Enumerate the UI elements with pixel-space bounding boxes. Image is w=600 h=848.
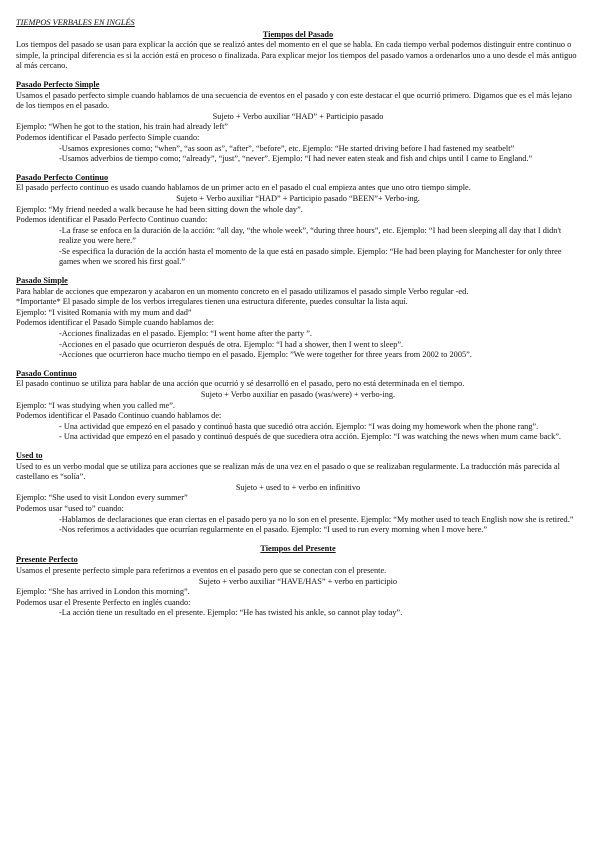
present-perfect-desc: Usamos el presente perfecto simple para referirnos a eventos en el pasado pero que se conectan con el presente. (16, 565, 387, 575)
past-simple-example: Ejemplo: “I visited Romania with my mum and dad” (16, 307, 192, 317)
past-continuous-identify: Podemos identificar el Pasado Continuo cuando hablamos de: (16, 411, 222, 421)
past-perfect-continuous-example: Ejemplo: “My friend needed a walk because he had been sitting down the whole day”. (16, 204, 303, 214)
past-continuous-desc: El pasado continuo se utiliza para hablar de una acción que ocurrió y sé desarrolló en el pasado, pero no está determinada en el tiempo. (16, 379, 465, 389)
past-simple-note: *Importante* El pasado simple de los verbos irregulares tienen una estructura diferente, puedes consultar la lista aquí. (16, 297, 408, 307)
list-item: -Acciones en el pasado que ocurrieron después de otra. Ejemplo: “I had a shower, then I went to sleep”. (59, 339, 404, 349)
document-title: TIEMPOS VERBALES EN INGLÉS (16, 18, 135, 27)
section-gap (16, 536, 580, 544)
past-perfect-continuous-identify: Podemos identificar el Pasado Perfecto Continuo cuando: (16, 215, 208, 225)
present-tenses-title: Tiempos del Presente (260, 543, 336, 553)
present-perfect-example: Ejemplo: “She has arrived in London this morning”. (16, 587, 190, 597)
list-item: -Hablamos de declaraciones que eran ciertas en el pasado pero ya no lo son en el presente. Ejemplo: “My mother used to teach English now she is retired.” (59, 514, 574, 524)
past-simple-identify: Podemos identificar el Pasado Simple cuando hablamos de: (16, 318, 214, 328)
past-continuous-example: Ejemplo: “I was studying when you called me”. (16, 400, 175, 410)
past-perfect-continuous-formula: Sujeto + Verbo auxiliar “HAD” + Participio pasado “BEEN”+ Verbo-ing. (176, 193, 420, 203)
used-to-heading: Used to (16, 450, 43, 460)
past-perfect-continuous-heading: Pasado Perfecto Continuo (16, 172, 109, 182)
present-perfect-formula: Sujeto + verbo auxiliar “HAVE/HAS” + verbo en participio (198, 576, 398, 586)
past-continuous-heading: Pasado Continuo (16, 368, 77, 378)
present-perfect-heading: Presente Perfecto (16, 555, 78, 565)
past-continuous-formula: Sujeto + Verbo auxiliar en pasado (was/were) + verbo-ing. (200, 390, 396, 399)
list-item: -Usamos expresiones como; “when”, “as soon as”, “after”, “before”, etc. Ejemplo: “He started driving before I had fastened my seatbelt” (59, 143, 515, 153)
past-perfect-simple-example: Ejemplo: “When he got to the station, his train had already left” (16, 122, 228, 132)
used-to-desc: Used to es un verbo modal que se utiliza para acciones que se realizan más de una vez en el pasado o que se realizaban regularmente. La traducción más parecida al castellano es “solía”. (16, 461, 560, 482)
list-item: -Se especifica la duración de la acción hasta el momento de la que está en pasado simple. Ejemplo: “He had been playing for Manchester for only three games when we scored his first goal.” (59, 246, 562, 267)
past-intro: Los tiempos del pasado se usan para explicar la acción que se realizó antes del momento en el que se habla. En cada tiempo verbal podemos distinguir entre continuo o simple, la principal diferencia es si la acción está en proceso o finalizada. Para explicar mejor los tiempos del pasado vamos a ordenarlos uno a uno desde el más antiguo al más cercano. (16, 40, 577, 71)
list-item: -Acciones finalizadas en el pasado. Ejemplo: “I went home after the party ”. (59, 329, 312, 339)
list-item: -Acciones que ocurrieron hace mucho tiempo en el pasado. Ejemplo: ”We were together for three years from 2002 to 2005”. (59, 350, 472, 360)
list-item: -Nos referimos a actividades que ocurrían regularmente en el pasado. Ejemplo: “I used to run every morning when I move here.” (59, 525, 488, 535)
used-to-formula: Sujeto + used to + verbo en infinitivo (235, 482, 361, 492)
past-perfect-simple-identify: Podemos identificar el Pasado perfecto Simple cuando: (16, 132, 200, 142)
past-simple-desc: Para hablar de acciones que empezaron y acabaron en un momento concreto en el pasado utilizamos el pasado simple Verbo regular -ed. (16, 286, 469, 296)
list-item: -La acción tiene un resultado en el presente. Ejemplo: “He has twisted his ankle, so cannot play today”. (59, 608, 403, 618)
used-to-example: Ejemplo: “She used to visit London every summer” (16, 493, 188, 503)
list-item: - Una actividad que empezó en el pasado y continuó después de que sucediera otra acción. Ejemplo: “I was watching the news when mum came back”. (59, 432, 562, 442)
past-perfect-simple-formula: Sujeto + Verbo auxiliar “HAD” + Participio pasado (212, 111, 384, 121)
list-item: -La frase se enfoca en la duración de la acción: “all day, “the whole week”, “during three hours”, etc. Ejemplo: “I had been sleeping all day that I didn't realize you were here.” (59, 225, 562, 246)
past-perfect-continuous-desc: El pasado perfecto continuo es usado cuando hablamos de un primer acto en el pasado el cual empieza antes que uno otro tiempo simple. (16, 183, 471, 193)
past-simple-heading: Pasado Simple (16, 276, 68, 286)
list-item: - Una actividad que empezó en el pasado y continuó hasta que sucedió otra acción. Ejemplo: “I was doing my homework when the phone rang”. (59, 421, 539, 431)
past-perfect-simple-heading: Pasado Perfecto Simple (16, 79, 100, 89)
list-item: -Usamos adverbios de tiempo como; “already”, “just”, “never”. Ejemplo: “I had never eaten steak and fish and chips until I came to England.” (59, 154, 533, 164)
used-to-identify: Podemos usar “used to” cuando: (16, 503, 124, 513)
past-tenses-title: Tiempos del Pasado (262, 29, 334, 39)
present-perfect-identify: Podemos usar el Presente Perfecto en inglés cuando: (16, 597, 191, 607)
past-perfect-simple-desc: Usamos el pasado perfecto simple cuando hablamos de una secuencia de eventos en el pasado y con este destacar el que ocurrió primero. Digamos que es el más lejano de los tiempos en el pasado. (16, 90, 572, 111)
